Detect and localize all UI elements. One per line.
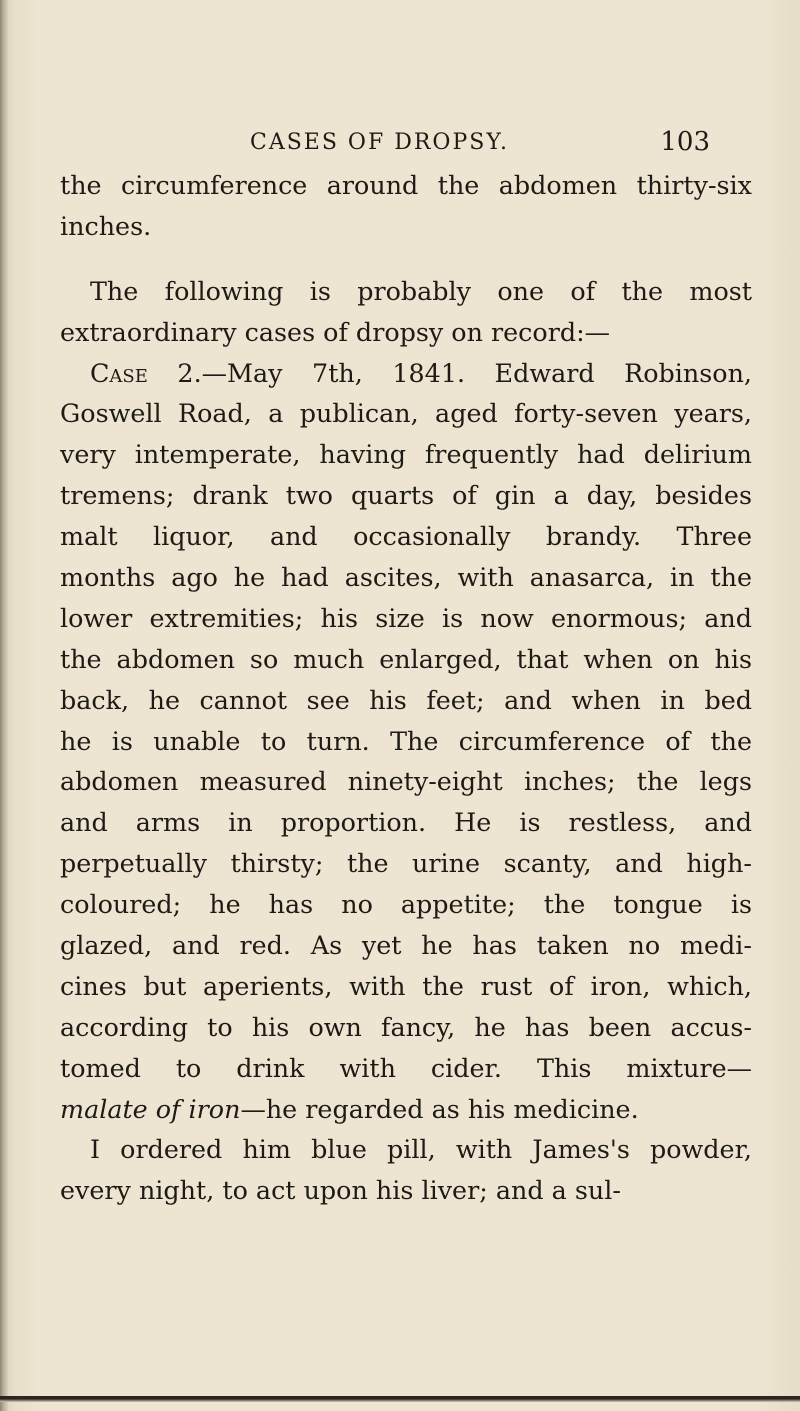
- running-title: CASES OF DROPSY.: [250, 130, 510, 155]
- text-line: glazed, and red. As yet he has taken no medi-: [60, 930, 752, 961]
- text-line: extraordinary cases of dropsy on record:—: [60, 316, 611, 347]
- text-line: months ago he had ascites, with anasarca, in the: [60, 562, 752, 593]
- text-line: perpetually thirsty; the urine scanty, and high-: [60, 848, 752, 879]
- text-line: Goswell Road, a publican, aged forty-seven years,: [60, 398, 752, 429]
- text-line: the circumference around the abdomen thirty-six: [60, 170, 752, 200]
- text-line: [60, 1089, 752, 1130]
- text-line: every night, to act upon his liver; and a sul-: [60, 1175, 621, 1206]
- text-line: cines but aperients, with the rust of iron, which,: [60, 970, 752, 1001]
- text-line: back, he cannot see his feet; and when in bed: [60, 684, 752, 715]
- text-line: The following is probably one of the most: [90, 275, 752, 306]
- text-line: very intemperate, having frequently had delirium: [60, 439, 752, 470]
- text-line: inches.: [60, 210, 152, 241]
- page-header: [60, 122, 740, 162]
- text-line: tremens; drank two quarts of gin a day, besides: [60, 480, 752, 511]
- text-line: and arms in proportion. He is restless, and: [60, 807, 752, 838]
- text-span: —he regarded as his medicine.: [240, 1093, 639, 1124]
- text-line: malt liquor, and occasionally brandy. Three: [60, 521, 752, 552]
- text-line: coloured; he has no appetite; the tongue is: [60, 889, 752, 920]
- body-text: [60, 165, 752, 1211]
- text-line: he is unable to turn. The circumference of the: [60, 725, 752, 756]
- text-line: abdomen measured ninety-eight inches; the legs: [60, 766, 752, 797]
- case-label: Case 2.: [90, 357, 202, 388]
- text-line: I ordered him blue pill, with James's powder,: [90, 1134, 752, 1165]
- text-line: lower extremities; his size is now enormous; and: [60, 602, 752, 633]
- text-line: [60, 353, 752, 394]
- italic-term: malate of iron: [60, 1093, 241, 1124]
- page-bottom-edge: [0, 1396, 800, 1402]
- text-line: according to his own fancy, he has been accus-: [60, 1011, 752, 1042]
- page-number: 103: [660, 127, 710, 157]
- text-line: tomed to drink with cider. This mixture—: [60, 1052, 752, 1083]
- paragraph-gap: [60, 247, 752, 271]
- page-binding-edge: [0, 0, 8, 1411]
- text-line: the abdomen so much enlarged, that when on his: [60, 643, 752, 674]
- text-span: —May 7th, 1841. Edward Robinson,: [201, 357, 753, 388]
